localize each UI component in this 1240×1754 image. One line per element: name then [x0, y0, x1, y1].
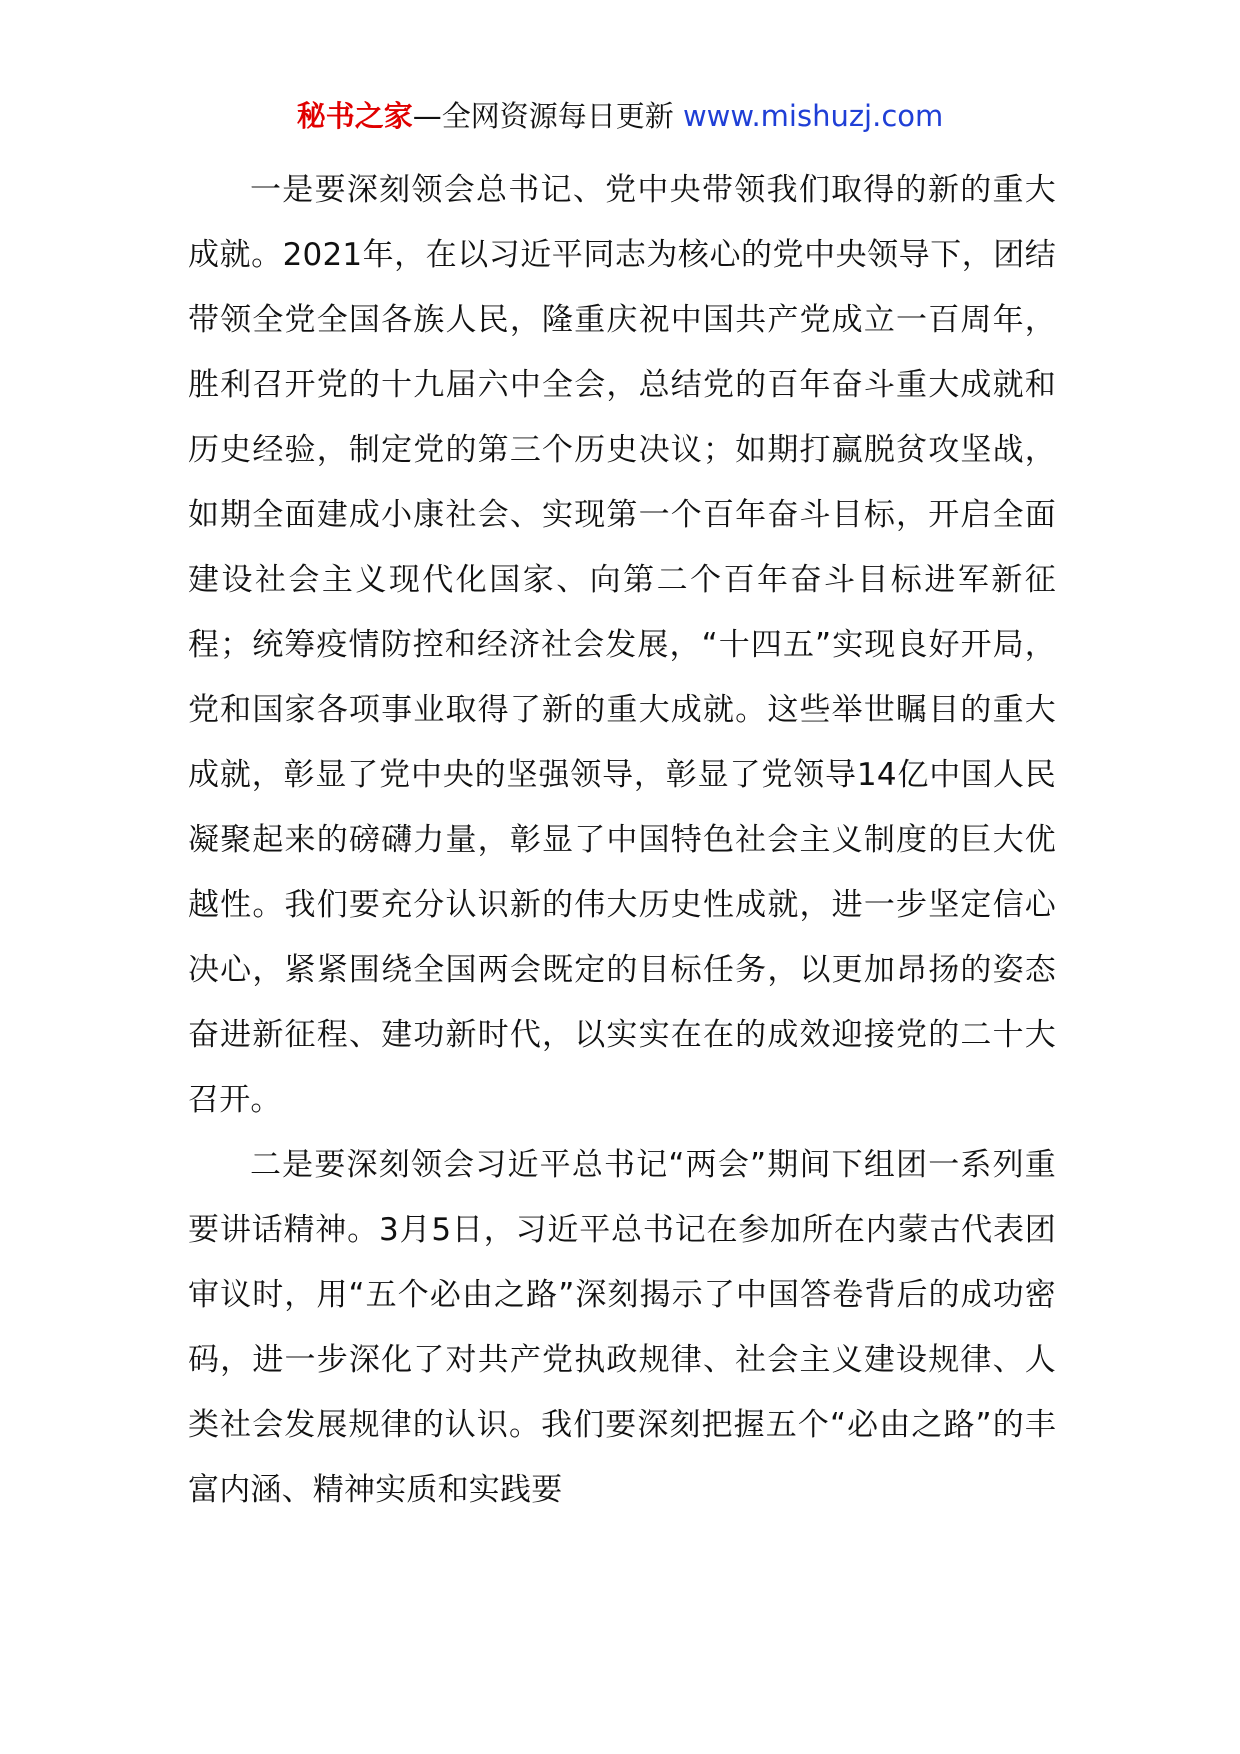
page-header	[0, 96, 1240, 136]
site-url-link[interactable]: www.mishuzj.com	[682, 99, 944, 133]
paragraph-1: 一是要深刻领会总书记、党中央带领我们取得的新的重大成就。2021年，在以习近平同志为核心的党中央领导下，团结带领全党全国各族人民，隆重庆祝中国共产党成立一百周年，胜利召开党的十九届六中全会，总结党的百年奋斗重大成就和历史经验，制定党的第三个历史决议；如期打赢脱贫攻坚战，如期全面建成小康社会、实现第一个百年奋斗目标，开启全面建设社会主义现代化国家、向第二个百年奋斗目标进军新征程；统筹疫情防控和经济社会发展，“十四五”实现良好开局，党和国家各项事业取得了新的重大成就。这些举世瞩目的重大成就，彰显了党中央的坚强领导，彰显了党领导14亿中国人民凝聚起来的磅礴力量，彰显了中国特色社会主义制度的巨大优越性。我们要充分认识新的伟大历史性成就，进一步坚定信心决心，紧紧围绕全国两会既定的目标任务，以更加昂扬的姿态奋进新征程、建功新时代，以实实在在的成效迎接党的二十大召开。	[188, 172, 1056, 1118]
site-brand: 秘书之家	[296, 99, 413, 133]
paragraph-2: 二是要深刻领会习近平总书记“两会”期间下组团一系列重要讲话精神。3月5日，习近平总书记在参加所在内蒙古代表团审议时，用“五个必由之路”深刻揭示了中国答卷背后的成功密码，进一步深化了对共产党执政规律、社会主义建设规律、人类社会发展规律的认识。我们要深刻把握五个“必由之路”的丰富内涵、精神实质和实践要	[188, 1147, 1056, 1508]
document-body	[188, 158, 1056, 1523]
site-tagline: —全网资源每日更新	[412, 99, 674, 133]
